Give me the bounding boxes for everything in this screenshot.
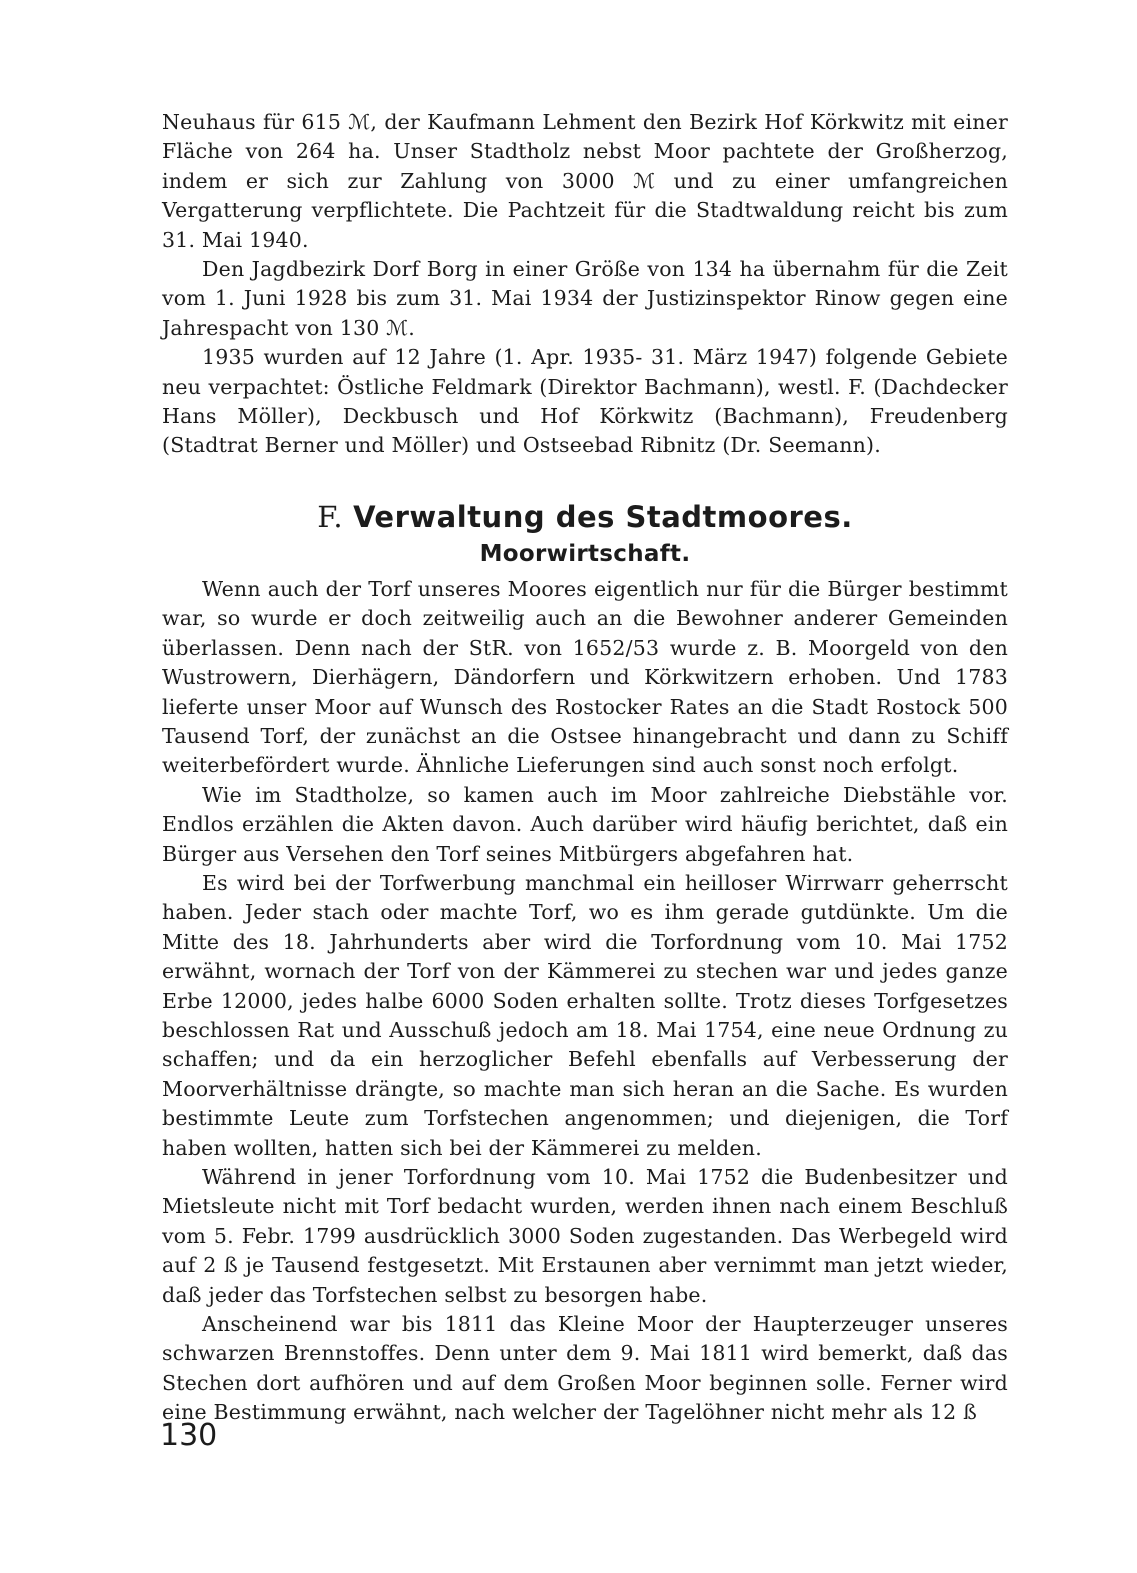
section-letter: F. [317,499,344,534]
paragraph-lease-neuhaus: Neuhaus für 615 ℳ, der Kaufmann Lehment den Bezirk Hof Körkwitz mit einer Fläche von 264 ha. Unser Stadtholz nebst Moor pachtete der Großherzog, indem er sich zur Zahlung von 3000 ℳ und zu einer umfangreichen Vergatterung verpflichtete. Die Pachtzeit für die Stadtwaldung reicht bis zum 31. Mai 1940. [162,110,1008,252]
paragraph-small-moor: Anscheinend war bis 1811 das Kleine Moor der Haupterzeuger unseres schwarzen Brennstoffes. Denn unter dem 9. Mai 1811 wird bemerkt, daß das Stechen dort aufhören und auf dem Großen Moor beginnen solle. Ferner wird eine Bestimmung erwähnt, nach welcher der Tagelöhner nicht mehr als 12 ß [162,1312,1008,1425]
section-heading-block [162,497,1008,571]
section-title [162,497,1008,537]
page-number: 130 [160,1418,218,1453]
paragraph-booth-owners: Während in jener Torfordnung vom 10. Mai 1752 die Budenbesitzer und Mietsleute nicht mit Torf bedacht wurden, werden ihnen nach einem Beschluß vom 5. Febr. 1799 ausdrücklich 3000 Soden zugestanden. Das Werbegeld wird auf 2 ß je Tausend festgesetzt. Mit Erstaunen aber vernimmt man jetzt wieder, daß jeder das Torfstechen selbst zu besorgen habe. [162,1165,1008,1307]
paragraph-peat-for-citizens: Wenn auch der Torf unseres Moores eigentlich nur für die Bürger bestimmt war, so wurde er doch zeitweilig auch an die Bewohner anderer Gemeinden überlassen. Denn nach der StR. von 1652/53 wurde z. B. Moorgeld von den Wustrowern, Dierhägern, Dändorfern und Körkwitzern erhoben. Und 1783 lieferte unser Moor auf Wunsch des Rostocker Rates an die Stadt Rostock 500 Tausend Torf, der zunächst an die Ostsee hinangebracht und dann zu Schiff weiterbefördert wurde. Ähnliche Lieferungen sind auch sonst noch erfolgt. [162,576,1008,778]
paragraph-peat-ordinance: Es wird bei der Torfwerbung manchmal ein heilloser Wirrwarr geherrscht haben. Jeder stach oder machte Torf, wo es ihm gerade gutdünkte. Um die Mitte des 18. Jahrhunderts aber wird die Torfordnung vom 10. Mai 1752 erwähnt, wornach der Torf von der Kämmerei zu stechen war und jedes ganze Erbe 12000, jedes halbe 6000 Soden erhalten sollte. Trotz dieses Torfgesetzes beschlossen Rat und Ausschuß jedoch am 18. Mai 1754, eine neue Ordnung zu schaffen; und da ein herzoglicher Befehl ebenfalls auf Verbesserung der Moorverhältnisse drängte, so machte man sich heran an die Sache. Es wurden bestimmte Leute zum Torfstechen angenommen; und diejenigen, die Torf haben wollten, hatten sich bei der Kämmerei zu melden. [162,870,1008,1160]
page-body [162,108,1008,1428]
paragraph-hunting-district-borg: Den Jagdbezirk Dorf Borg in einer Größe von 134 ha übernahm für die Zeit vom 1. Juni 1928 bis zum 31. Mai 1934 der Justizinspektor Rinow gegen eine Jahrespacht von 130 ℳ. [162,257,1008,340]
paragraph-leases-1935: 1935 wurden auf 12 Jahre (1. Apr. 1935- 31. März 1947) folgende Gebiete neu verpachtet: Östliche Feldmark (Direktor Bachmann), westl. F. (Dachdecker Hans Möller), Deckbusch und Hof Körkwitz (Bachmann), Freudenberg (Stadtrat Berner und Möller) und Ostseebad Ribnitz (Dr. Seemann). [162,345,1008,458]
paragraph-thefts: Wie im Stadtholze, so kamen auch im Moor zahlreiche Diebstähle vor. Endlos erzählen die Akten davon. Auch darüber wird häufig berichtet, daß ein Bürger aus Versehen den Torf seines Mitbürgers abgefahren hat. [162,782,1008,866]
section-title-text: Verwaltung des Stadtmoores. [353,499,853,534]
section-subtitle: Moorwirtschaft. [479,540,691,567]
